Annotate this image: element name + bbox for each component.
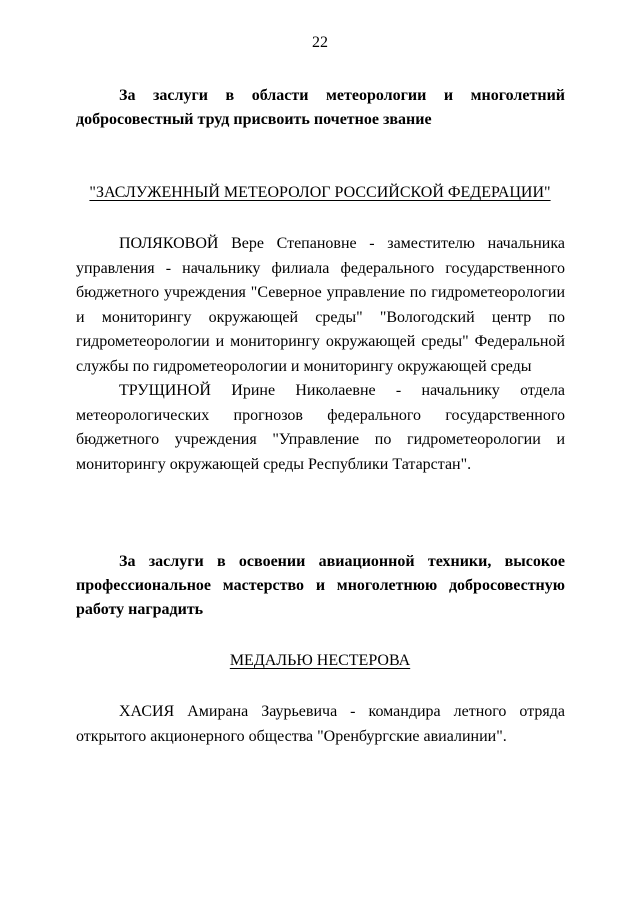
medal-title: МЕДАЛЬЮ НЕСТЕРОВА (229, 652, 411, 669)
awardee-entry: ХАСИЯ Амирана Заурьевича - командира летного отряда открытого акционерного общества "Оренбургские авиалинии". (76, 703, 565, 745)
page-number: 22 (312, 34, 328, 51)
awardee-list-2 (76, 700, 565, 749)
honorary-title: "ЗАСЛУЖЕННЫЙ МЕТЕОРОЛОГ РОССИЙСКОЙ ФЕДЕРАЦИИ" (89, 184, 551, 201)
awardee-entry: ПОЛЯКОВОЙ Вере Степановне - заместителю начальника управления - начальнику филиала федерального государственного бюджетного учреждения "Северное управление по гидрометеорологии и мониторингу окружающей среды" "Вологодский центр по гидрометеорологии и мониторингу окружающей среды" Федеральной службы по гидрометеорологии и мониторингу окружающей среды (76, 235, 565, 375)
awardee-entry: ТРУЩИНОЙ Ирине Николаевне - начальнику отдела метеорологических прогнозов федерального государственного бюджетного учреждения "Управление по гидрометеорологии и мониторингу окружающей среды Республики Татарстан". (76, 382, 565, 473)
award-statement-1: За заслуги в области метеорологии и многолетний добросовестный труд присвоить почетное звание (76, 87, 565, 128)
awardee-list-1 (76, 232, 565, 477)
award-statement-2: За заслуги в освоении авиационной техники, высокое профессиональное мастерство и многолетнюю добросовестную работу наградить (76, 553, 565, 618)
